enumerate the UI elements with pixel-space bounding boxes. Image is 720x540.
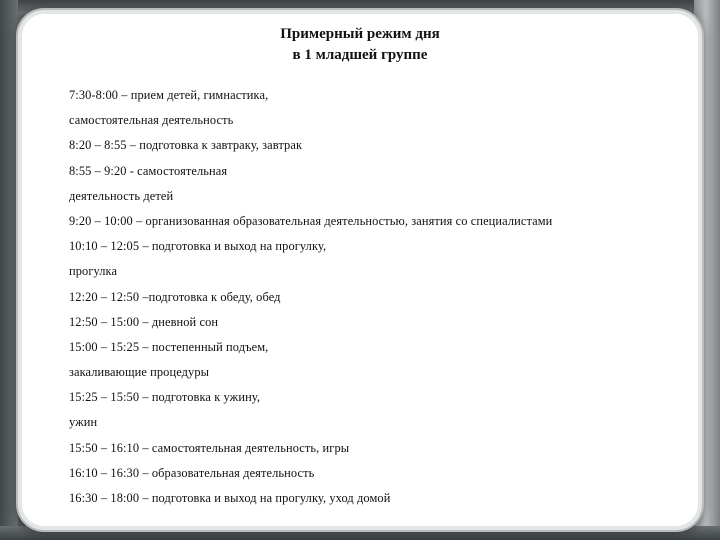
background-left-edge: [0, 0, 18, 540]
title-line-1: Примерный режим дня: [280, 26, 440, 42]
schedule-line: 16:10 – 16:30 – образовательная деятельность: [69, 465, 315, 480]
schedule-line: 8:20 – 8:55 – подготовка к завтраку, завтрак: [69, 138, 303, 153]
background-top-strip: [0, 0, 720, 14]
schedule-line: 15:00 – 15:25 – постепенный подъем,: [69, 339, 269, 354]
schedule-list: [69, 88, 689, 516]
schedule-line: 9:20 – 10:00 – организованная образовательная деятельностью, занятия со специалистами: [69, 213, 553, 228]
background-bottom-strip: [0, 526, 720, 540]
title-line-2: в 1 младшей группе: [292, 47, 428, 63]
schedule-line: 8:55 – 9:20 - самостоятельная: [69, 163, 228, 178]
schedule-line: 12:50 – 15:00 – дневной сон: [69, 314, 219, 329]
schedule-line: 15:25 – 15:50 – подготовка к ужину,: [69, 390, 261, 405]
schedule-line: 10:10 – 12:05 – подготовка и выход на прогулку,: [69, 239, 327, 254]
schedule-line: 15:50 – 16:10 – самостоятельная деятельность, игры: [69, 440, 350, 455]
slide-card: [22, 14, 698, 526]
schedule-line: 16:30 – 18:00 – подготовка и выход на прогулку, уход домой: [69, 491, 391, 505]
schedule-line: ужин: [69, 415, 98, 430]
schedule-line: деятельность детей: [69, 188, 174, 203]
schedule-line: прогулка: [69, 264, 118, 279]
schedule-line: самостоятельная деятельность: [69, 113, 234, 128]
slide-title: [22, 24, 698, 66]
schedule-line: 7:30-8:00 – прием детей, гимнастика,: [69, 88, 269, 102]
schedule-line: закаливающие процедуры: [69, 365, 210, 380]
schedule-line: 12:20 – 12:50 –подготовка к обеду, обед: [69, 289, 281, 304]
